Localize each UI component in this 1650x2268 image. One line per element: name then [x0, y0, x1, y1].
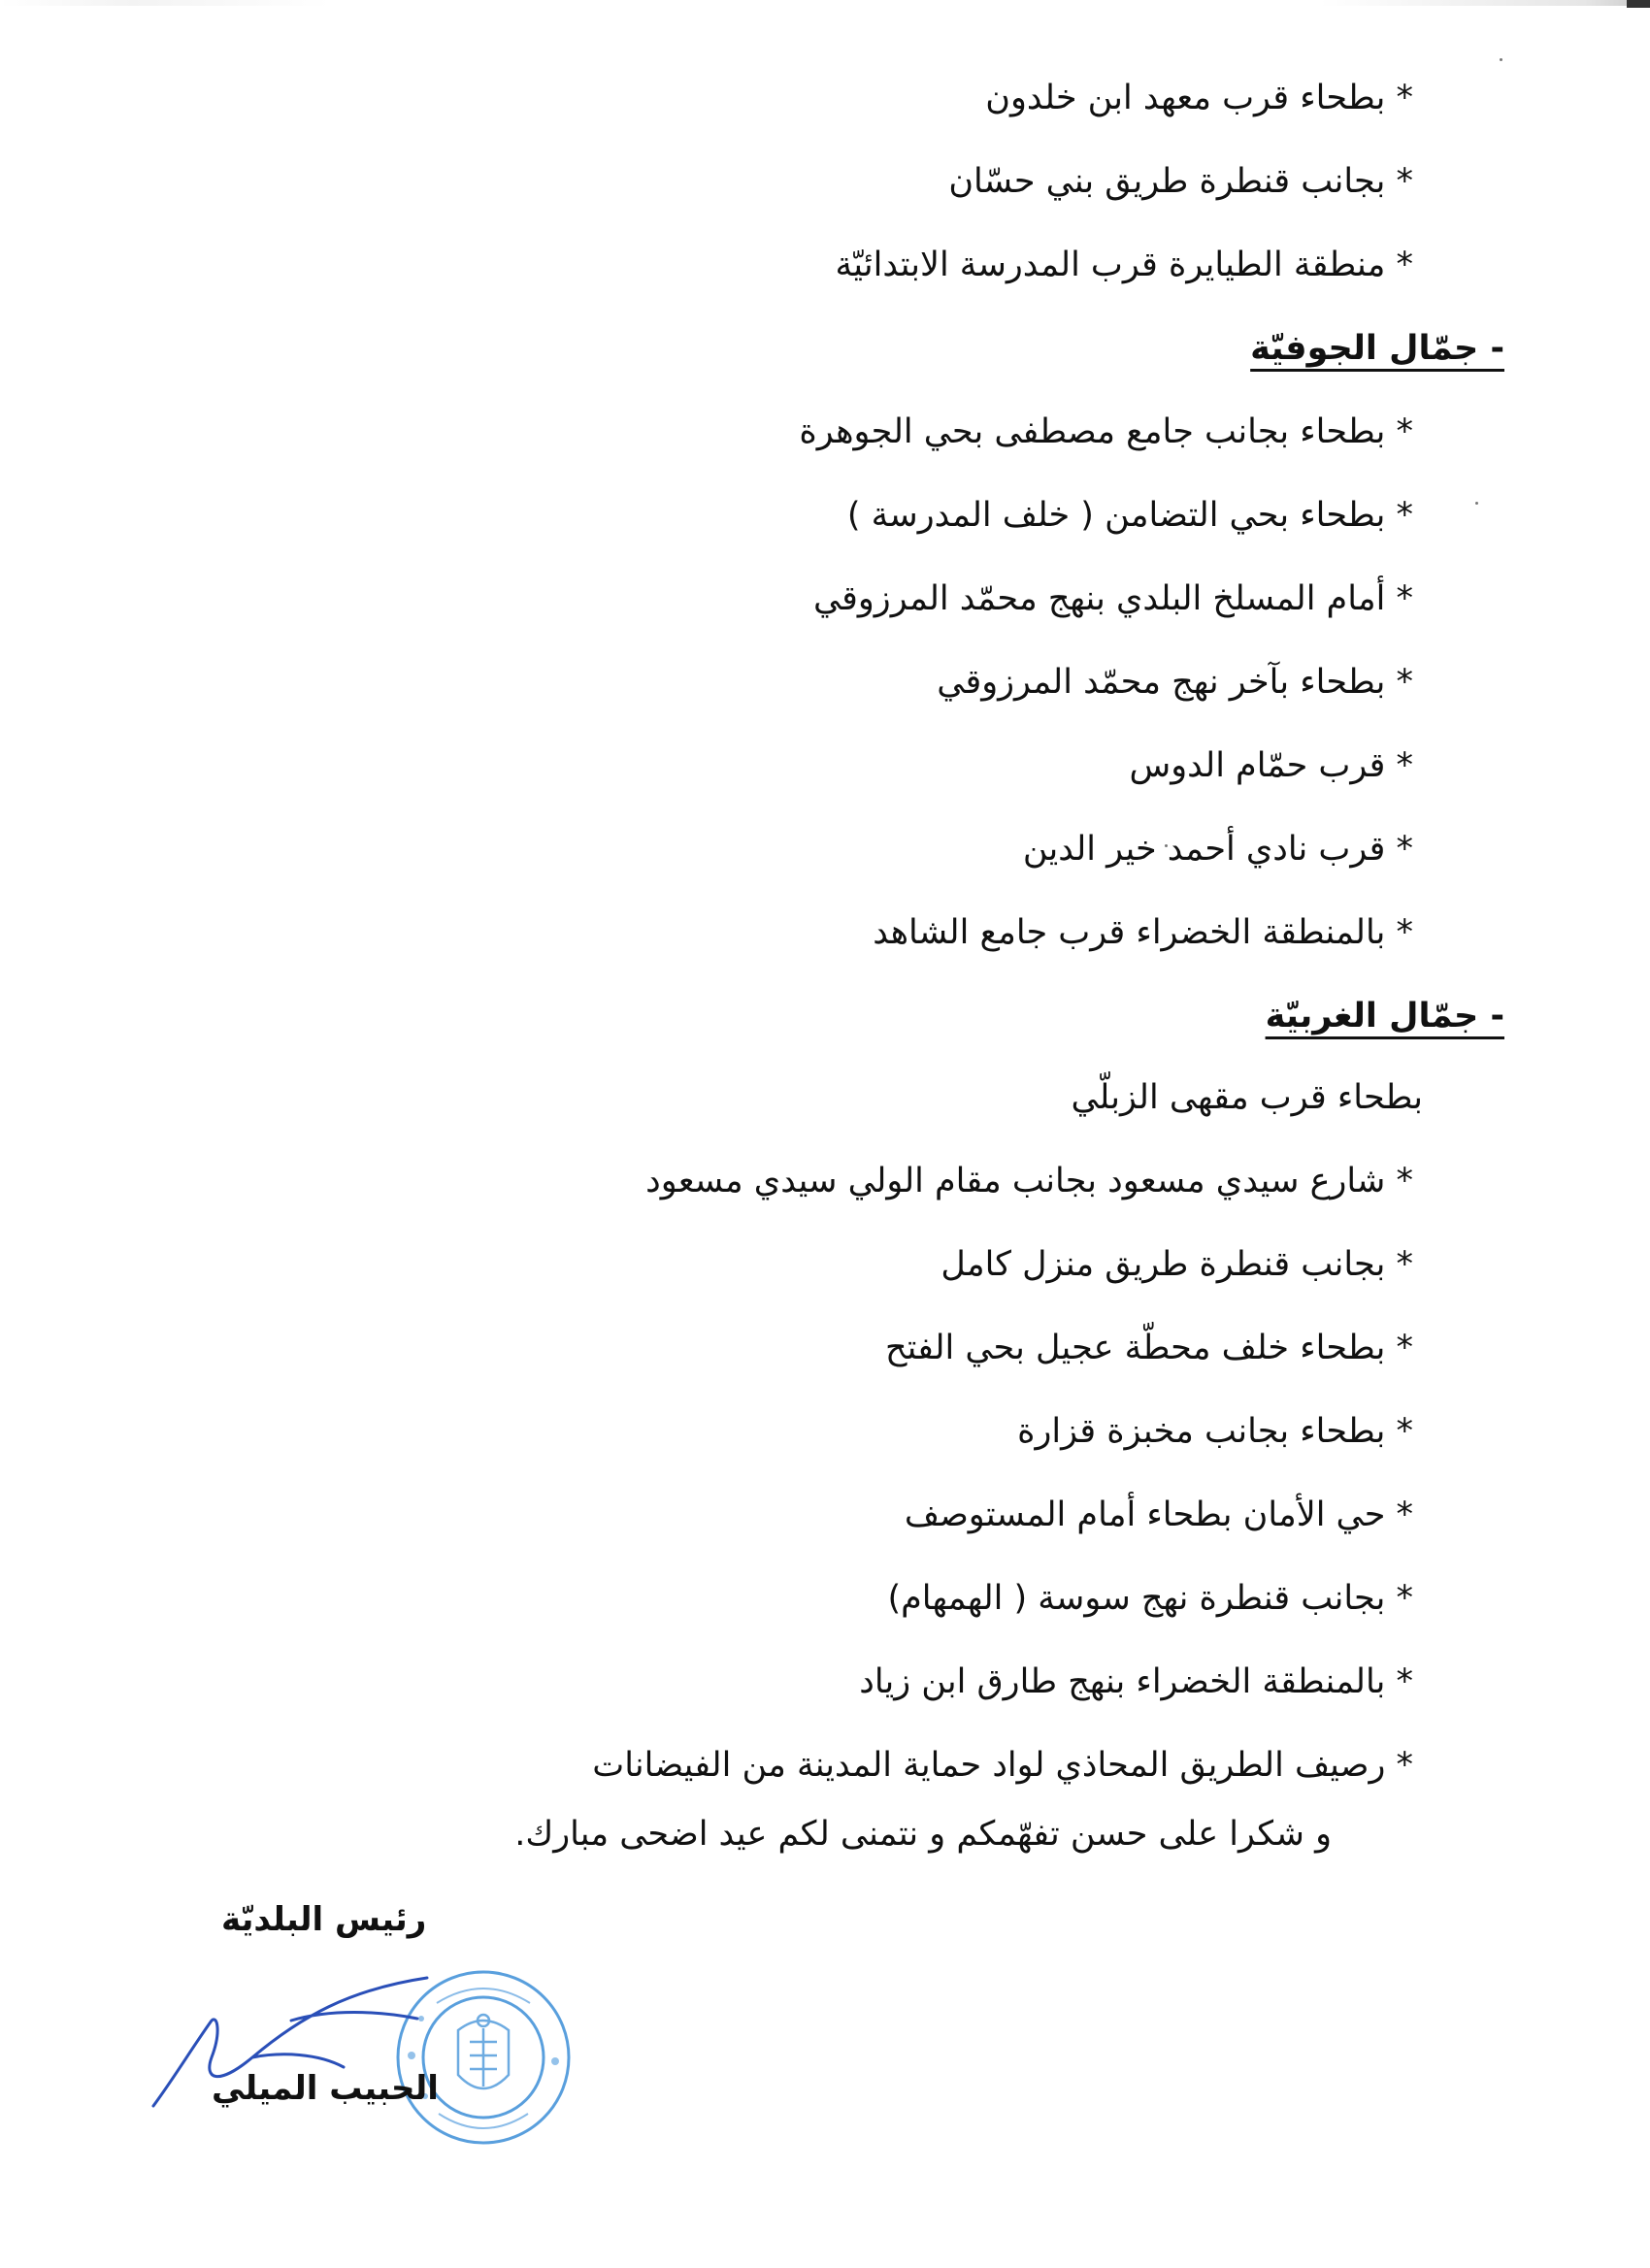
list-item: * حي الأمان بطحاء أمام المستوصف	[904, 1496, 1413, 1534]
list-item: * بالمنطقة الخضراء بنهج طارق ابن زياد	[859, 1662, 1413, 1701]
list-item: * رصيف الطريق المحاذي لواد حماية المدينة من الفيضانات	[592, 1746, 1413, 1785]
section-gharb	[243, 974, 1504, 1058]
section-jouf	[243, 307, 1504, 390]
section-gharb-list	[161, 1056, 1423, 1139]
list-item: * بجانب قنطرة نهج سوسة ( الهمهام)	[887, 1579, 1413, 1618]
section-jouf-list	[151, 390, 1413, 974]
list-item: * بطحاء بآخر نهج محمّد المرزوقي	[937, 663, 1413, 702]
scan-speck	[1475, 502, 1478, 505]
list-item: * بطحاء خلف محطّة عجيل بحي الفتح	[885, 1329, 1413, 1367]
list-item: * قرب حمّام الدوس	[1129, 746, 1413, 785]
scan-top-edge	[0, 0, 1650, 6]
section-heading-text: - جمّال الغربيّة	[1265, 997, 1504, 1035]
closing-sentence: و شكرا على حسن تفهّمكم و نتمنى لكم عيد اضحى مبارك.	[514, 1815, 1332, 1854]
list-item: * بطحاء بجانب مخبزة قزارة	[1017, 1412, 1413, 1451]
list-item: * بجانب قنطرة طريق منزل كامل	[940, 1245, 1413, 1284]
top-location-list	[151, 56, 1413, 307]
list-item: * بطحاء بحي التضامن ( خلف المدرسة )	[846, 496, 1413, 535]
section-heading	[243, 974, 1504, 1058]
section-heading	[243, 307, 1504, 390]
scan-corner-mark	[1627, 0, 1650, 8]
list-item: * بطحاء بجانب جامع مصطفى بحي الجوهرة	[799, 412, 1413, 451]
list-item: * قرب نادي أحمد خير الدين	[1022, 830, 1413, 869]
list-item: بطحاء قرب مقهى الزبلّي	[1071, 1078, 1423, 1117]
list-item: * بطحاء قرب معهد ابن خلدون	[985, 79, 1413, 117]
list-item: * أمام المسلخ البلدي بنهج محمّد المرزوقي	[812, 579, 1413, 618]
list-item: * منطقة الطيايرة قرب المدرسة الابتدائيّة	[835, 246, 1413, 284]
list-item: * بالمنطقة الخضراء قرب جامع الشاهد	[873, 913, 1413, 952]
list-item: * بجانب قنطرة طريق بني حسّان	[948, 162, 1413, 201]
scan-speck	[1500, 58, 1502, 61]
section-gharb-list-bullets	[151, 1139, 1413, 1807]
list-item: * شارع سيدي مسعود بجانب مقام الولي سيدي مسعود	[645, 1162, 1413, 1200]
signature-title: رئيس البلديّة	[221, 1900, 427, 1939]
section-heading-text: - جمّال الجوفيّة	[1250, 329, 1504, 368]
signatory-name: الحبيب الميلي	[212, 2069, 439, 2108]
